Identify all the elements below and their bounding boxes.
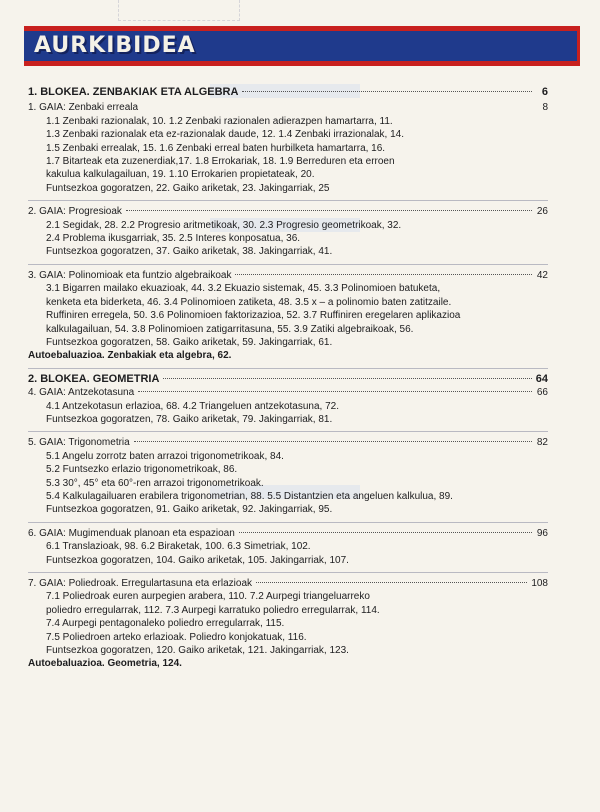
divider	[28, 368, 548, 369]
leader-dots	[256, 582, 527, 583]
leader-dots	[138, 391, 532, 392]
leader-dots	[239, 532, 532, 533]
unit-title: 6. GAIA: Mugimenduak planoan eta espazioan	[28, 527, 235, 539]
unit-heading[interactable]	[28, 436, 548, 449]
unit-title: 7. GAIA: Poliedroak. Erregulartasuna eta erlazioak	[28, 578, 253, 589]
page-number: 42	[536, 269, 548, 281]
page-number: 82	[536, 437, 548, 449]
unit-entry: 1.3 Zenbaki razionalak eta ez-razionalak daude, 12. 1.4 Zenbaki irrazionalak, 14.	[46, 129, 404, 141]
unit-entry: 2.4 Problema ikusgarriak, 35. 2.5 Interes konposatua, 36.	[46, 233, 301, 245]
unit-entry: 5.3 30°, 45° eta 60°-ren arrazoi trigonometrikoak.	[46, 477, 264, 489]
unit-heading[interactable]	[28, 577, 548, 590]
divider	[28, 264, 548, 265]
unit-summary: Funtsezkoa gogoratzen, 22. Gaiko ariketak, 23. Jakingarriak, 25	[46, 182, 330, 194]
unit-summary: Funtsezkoa gogoratzen, 91. Gaiko ariketak, 92. Jakingarriak, 95.	[46, 504, 333, 516]
page-number: 8	[542, 102, 548, 114]
self-assessment[interactable]: Autoebaluazioa. Zenbakiak eta algebra, 62.	[28, 350, 232, 362]
unit-entry: 7.4 Aurpegi pentagonaleko poliedro erregularrak, 115.	[46, 618, 285, 630]
leader-dots	[163, 378, 531, 379]
block-title: 2. BLOKEA. GEOMETRIA	[28, 372, 160, 385]
unit-title: 3. GAIA: Polinomioak eta funtzio algebraikoak	[28, 269, 232, 281]
unit-entry: 2.1 Segidak, 28. 2.2 Progresio aritmetikoak, 30. 2.3 Progresio geometrikoak, 32.	[46, 219, 402, 231]
divider	[28, 572, 548, 573]
page-number: 66	[536, 387, 548, 399]
unit-entry: 5.1 Angelu zorrotz baten arrazoi trigonometrikoak, 84.	[46, 450, 284, 462]
unit-entry: 5.2 Funtsezko erlazio trigonometrikoak, 86.	[46, 464, 238, 476]
unit-entry: 3.1 Bigarren mailako ekuazioak, 44. 3.2 Ekuazio sistemak, 45. 3.3 Polinomioen batuketa,	[46, 283, 441, 295]
unit-heading[interactable]	[28, 205, 548, 218]
unit-entry: 7.1 Poliedroak euren aurpegien arabera, 110. 7.2 Aurpegi triangeluarreko	[46, 591, 370, 603]
unit-entry: 5.4 Kalkulagailuaren erabilera trigonometrian, 88. 5.5 Distantzien eta angeluen kalkulua, 89.	[46, 490, 453, 502]
unit-entry: 1.1 Zenbaki razionalak, 10. 1.2 Zenbaki razionalen adierazpen hamartarra, 11.	[46, 115, 393, 127]
divider	[28, 431, 548, 432]
unit-entry: poliedro erregularrak, 112. 7.3 Aurpegi karratuko poliedro erregularrak, 114.	[46, 604, 380, 616]
header-banner-band	[24, 31, 577, 61]
unit-entry: kalkulagailuan, 54. 3.8 Polinomioen zatigarritasuna, 55. 3.9 Zatiki algebraikoak, 56.	[46, 323, 414, 335]
unit-title: 4. GAIA: Antzekotasuna	[28, 387, 135, 399]
page-number: 26	[536, 206, 548, 218]
unit-heading[interactable]	[28, 527, 548, 540]
unit-title: 1. GAIA: Zenbaki erreala	[28, 102, 139, 114]
unit-summary: Funtsezkoa gogoratzen, 120. Gaiko ariketak, 121. Jakingarriak, 123.	[46, 645, 349, 657]
unit-summary: Funtsezkoa gogoratzen, 58. Gaiko ariketak, 59. Jakingarriak, 61.	[46, 336, 333, 348]
divider	[28, 522, 548, 523]
leader-dots	[126, 210, 532, 211]
page-title: AURKIBIDEA	[34, 33, 196, 58]
unit-summary: Funtsezkoa gogoratzen, 37. Gaiko ariketak, 38. Jakingarriak, 41.	[46, 246, 333, 258]
self-assessment[interactable]: Autoebaluazioa. Geometria, 124.	[28, 658, 182, 670]
block-title: 1. BLOKEA. ZENBAKIAK ETA ALGEBRA	[28, 86, 239, 98]
page-number: 96	[536, 527, 548, 539]
page-number: 6	[541, 86, 548, 98]
header-banner	[24, 26, 580, 66]
page-number: 108	[531, 578, 548, 589]
block-heading[interactable]	[28, 373, 548, 386]
unit-entry: kakulua kalkulagailuan, 19. 1.10 Errokarien propietateak, 20.	[46, 169, 315, 181]
unit-summary: Funtsezkoa gogoratzen, 104. Gaiko ariketak, 105. Jakingarriak, 107.	[46, 554, 349, 566]
divider	[28, 200, 548, 201]
leader-dots	[134, 441, 532, 442]
unit-entry: 7.5 Poliedroen arteko erlazioak. Poliedro konjokatuak, 116.	[46, 631, 307, 643]
unit-entry: 1.7 Bitarteak eta zuzenerdiak,17. 1.8 Errokariak, 18. 1.9 Berreduren eta erroen	[46, 156, 395, 168]
unit-heading[interactable]	[28, 386, 548, 399]
table-of-contents	[28, 86, 548, 671]
unit-title: 2. GAIA: Progresioak	[28, 206, 122, 218]
library-stamp	[118, 0, 240, 21]
unit-summary: Funtsezkoa gogoratzen, 78. Gaiko ariketak, 79. Jakingarriak, 81.	[46, 413, 333, 425]
unit-entry: 6.1 Translazioak, 98. 6.2 Biraketak, 100. 6.3 Simetriak, 102.	[46, 541, 311, 553]
unit-title: 5. GAIA: Trigonometria	[28, 437, 130, 449]
leader-dots	[242, 91, 532, 92]
leader-dots	[235, 274, 532, 275]
page-number: 64	[535, 372, 548, 385]
unit-entry: kenketa eta biderketa, 46. 3.4 Polinomioen zatiketa, 48. 3.5 x – a polinomio baten zatitzaile.	[46, 296, 452, 308]
unit-entry: Ruffiniren erregela, 50. 3.6 Polinomioen faktorizazioa, 52. 3.7 Ruffiniren eregelaren aplikazioa	[46, 310, 461, 322]
unit-heading[interactable]	[28, 101, 548, 114]
unit-heading[interactable]	[28, 269, 548, 282]
block-heading[interactable]	[28, 86, 548, 99]
unit-entry: 1.5 Zenbaki errealak, 15. 1.6 Zenbaki erreal baten hurbilketa hamartarra, 16.	[46, 142, 386, 154]
unit-entry: 4.1 Antzekotasun erlazioa, 68. 4.2 Triangeluen antzekotasuna, 72.	[46, 400, 339, 412]
